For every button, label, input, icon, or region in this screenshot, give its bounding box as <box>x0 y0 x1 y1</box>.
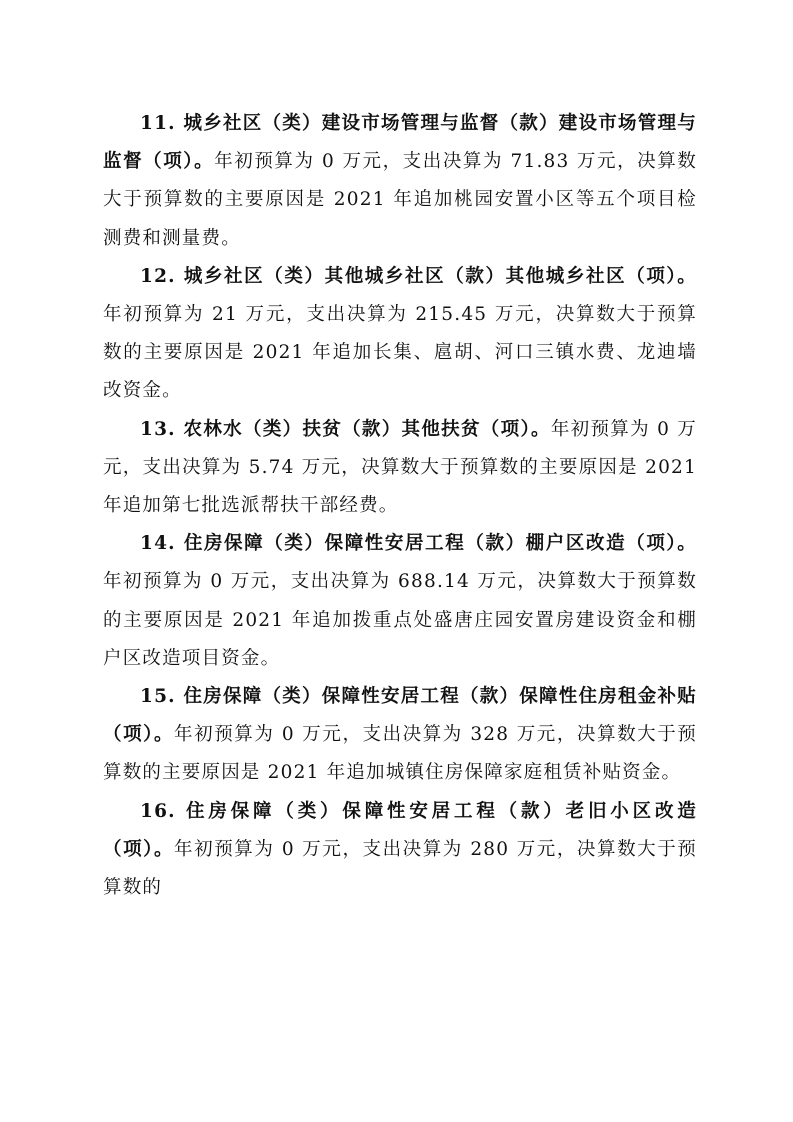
paragraph-text: 年初预算为 0 万元，支出决算为 5.74 万元，决算数大于预算数的主要原因是 2021 年追加第七批选派帮扶干部经费。 <box>103 418 697 517</box>
paragraph-title: 15. 住房保障（类）保障性安居工程（款）保障性住房租金补贴（项）。 <box>103 686 697 746</box>
paragraph-text: 年初预算为 0 万元，支出决算为 688.14 万元，决算数大于预算数的主要原因是 2021 年追加拨重点处盛唐庄园安置房建设资金和棚户区改造项目资金。 <box>103 571 697 669</box>
paragraph-12 <box>103 258 697 411</box>
paragraph-title: 12. 城乡社区（类）其他城乡社区（款）其他城乡社区（项）。 <box>140 265 697 287</box>
paragraph-16 <box>103 793 697 908</box>
paragraph-text: 年初预算为 0 万元，支出决算为 280 万元，决算数大于预算数的 <box>103 838 697 899</box>
paragraph-text: 年初预算为 0 万元，支出决算为 71.83 万元，决算数大于预算数的主要原因是 2021 年追加桃园安置小区等五个项目检测费和测量费。 <box>103 151 697 249</box>
paragraph-title: 13. 农林水（类）扶贫（款）其他扶贫（项）。 <box>140 418 551 440</box>
paragraph-13 <box>103 411 697 526</box>
document-body <box>103 105 697 907</box>
paragraph-title: 14. 住房保障（类）保障性安居工程（款）棚户区改造（项）。 <box>140 533 697 555</box>
paragraph-text: 年初预算为 0 万元，支出决算为 328 万元，决算数大于预算数的主要原因是 2021 年追加城镇住房保障家庭租赁补贴资金。 <box>103 724 697 784</box>
paragraph-title: 11. 城乡社区（类）建设市场管理与监督（款）建设市场管理与监督（项）。 <box>103 113 697 173</box>
paragraph-14 <box>103 525 697 678</box>
paragraph-15 <box>103 678 697 793</box>
paragraph-title: 16. 住房保障（类）保障性安居工程（款）老旧小区改造（项）。 <box>103 800 697 860</box>
paragraph-11 <box>103 105 697 258</box>
paragraph-text: 年初预算为 21 万元，支出决算为 215.45 万元，决算数大于预算数的主要原因是 2021 年追加长集、扈胡、河口三镇水费、龙迪墙改资金。 <box>103 304 697 402</box>
